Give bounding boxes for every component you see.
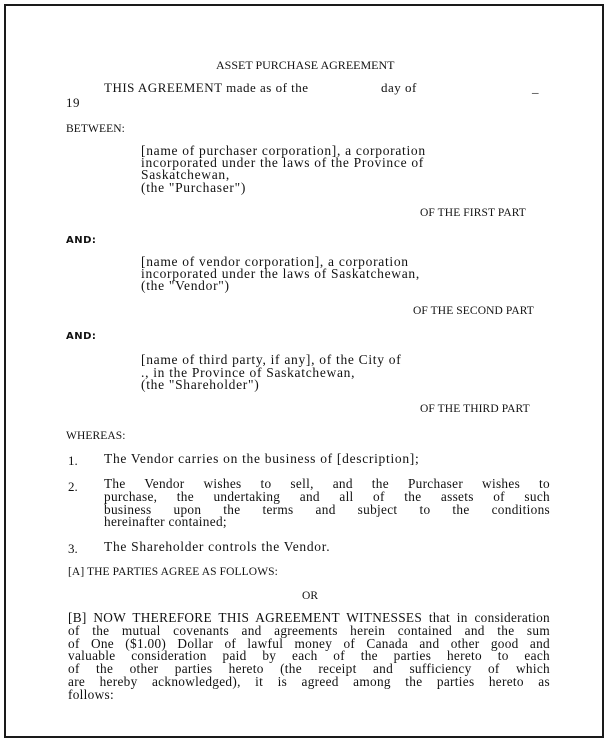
purchaser-role: OF THE FIRST PART [420, 207, 526, 219]
document-title: ASSET PURCHASE AGREEMENT [216, 58, 395, 72]
purchaser-line-1: [name of purchaser corporation], a corporation [141, 143, 426, 158]
recital-2-line-4: hereinafter contained; [104, 514, 227, 530]
purchaser-line-4: (the "Purchaser") [141, 180, 247, 195]
intro-day-of: day of [381, 80, 417, 95]
recital-1-number: 1. [68, 453, 78, 468]
option-b-line-6: are hereby acknowledged), it is agreed among the parties hereto as [68, 673, 550, 689]
document-page [4, 4, 604, 738]
or-separator: OR [302, 590, 319, 602]
vendor-role: OF THE SECOND PART [413, 305, 534, 317]
vendor-line-1: [name of vendor corporation], a corporation [141, 254, 409, 269]
option-b-line-2: of the mutual covenants and agreements herein contained and the sum [68, 622, 550, 638]
recital-3-line-1: The Shareholder controls the Vendor. [104, 539, 331, 554]
option-b-line-3: of One ($1.00) Dollar of lawful money of Canada and other good and [68, 635, 550, 651]
purchaser-line-2: incorporated under the laws of the Province of [141, 155, 424, 170]
intro-lead: THIS AGREEMENT made as of the [104, 80, 309, 95]
recital-3-number: 3. [68, 541, 78, 556]
shareholder-line-3: (the "Shareholder") [141, 377, 260, 392]
option-b-line-1: [B] NOW THEREFORE THIS AGREEMENT WITNESSES that in consideration [68, 610, 550, 625]
shareholder-line-2: ., in the Province of Saskatchewan, [141, 365, 356, 380]
recital-2-line-2: purchase, the undertaking and all of the assets of such [104, 488, 550, 504]
whereas-label: WHEREAS: [66, 430, 126, 442]
recital-2-text [104, 478, 550, 529]
option-b-line-5: of the other parties hereto (the receipt and sufficiency of which [68, 661, 550, 677]
vendor-line-3: (the "Vendor") [141, 278, 230, 293]
and-label-2: AND: [66, 331, 97, 342]
intro-year: 19 [66, 95, 80, 110]
vendor-line-2: incorporated under the laws of Saskatchewan, [141, 266, 420, 281]
shareholder-role: OF THE THIRD PART [420, 403, 530, 415]
and-label-1: AND: [66, 235, 97, 246]
option-b-line-7: follows: [68, 686, 114, 702]
option-b-clause [68, 612, 550, 702]
recital-2-number: 2. [68, 479, 78, 494]
option-b-line-4: valuable consideration paid by each of the parties hereto to each [68, 648, 550, 664]
recital-1-line-1: The Vendor carries on the business of [description]; [104, 451, 420, 466]
recital-2-line-1: The Vendor wishes to sell, and the Purchaser wishes to [104, 476, 550, 491]
shareholder-line-1: [name of third party, if any], of the City of [141, 352, 402, 367]
intro-blank: _ [532, 80, 539, 95]
option-a-clause: [A] THE PARTIES AGREE AS FOLLOWS: [68, 566, 278, 578]
purchaser-line-3: Saskatchewan, [141, 167, 230, 182]
recital-2-line-3: business upon the terms and subject to the conditions [104, 501, 550, 517]
between-label: BETWEEN: [66, 123, 125, 135]
